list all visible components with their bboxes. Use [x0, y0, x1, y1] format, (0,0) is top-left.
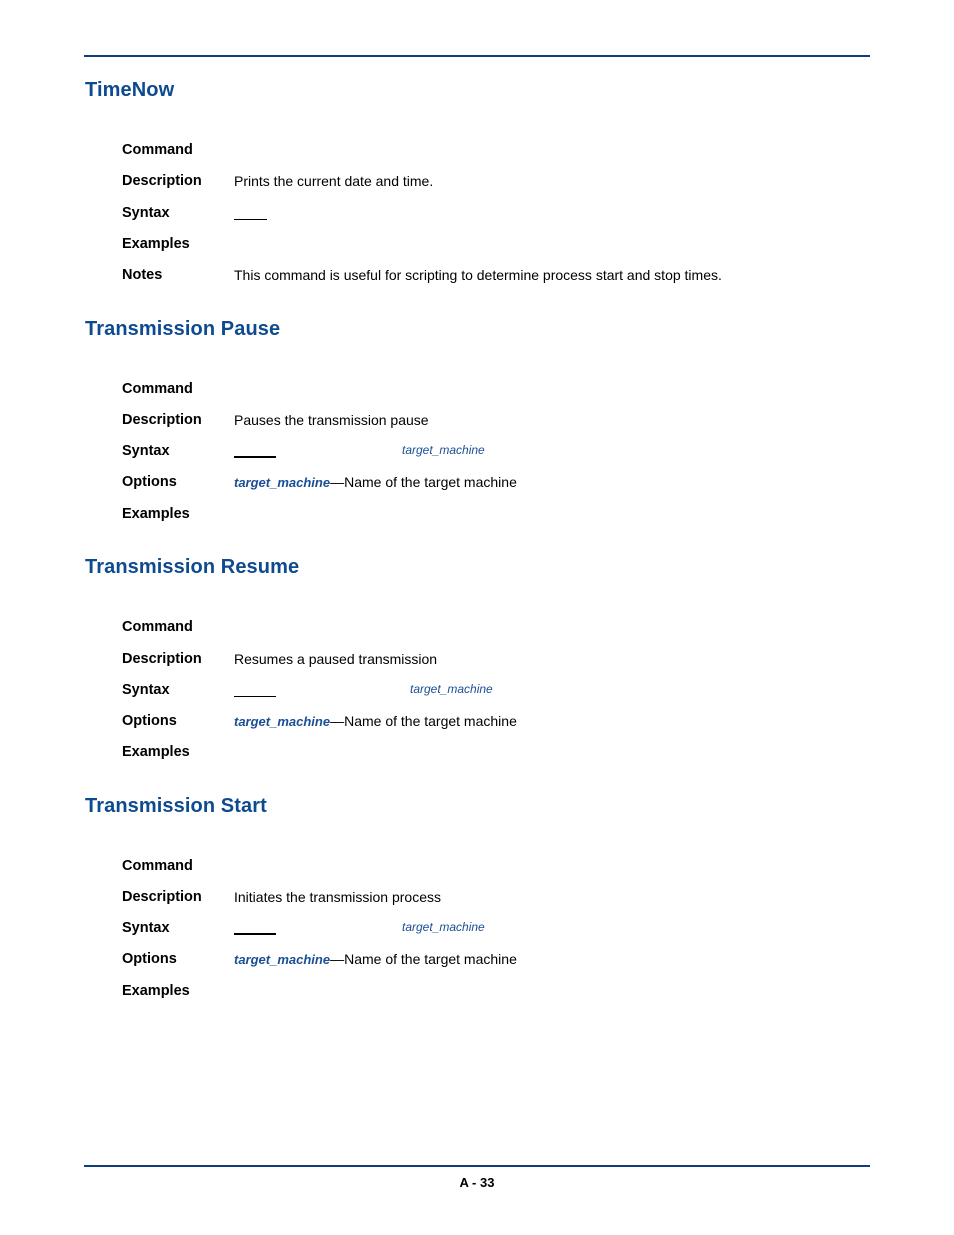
options-row — [0, 951, 954, 971]
command-row — [0, 381, 954, 401]
header-rule — [84, 55, 870, 57]
examples-label: Examples — [122, 236, 190, 252]
option-desc: —Name of the target machine — [330, 474, 517, 490]
syntax-row — [0, 682, 954, 702]
option-name: target_machine — [234, 952, 331, 967]
syntax-label: Syntax — [122, 443, 170, 459]
options-label: Options — [122, 951, 177, 967]
syntax-label: Syntax — [122, 920, 170, 936]
description-label: Description — [122, 651, 202, 667]
section-title: Transmission Start — [85, 795, 267, 817]
option-entry — [234, 951, 517, 967]
examples-label: Examples — [122, 983, 190, 999]
section-title: TimeNow — [85, 79, 175, 101]
description-row — [0, 651, 954, 671]
description-label: Description — [122, 889, 202, 905]
option-entry — [234, 713, 517, 729]
syntax-param: target_machine — [410, 682, 493, 696]
description-row — [0, 173, 954, 193]
examples-row — [0, 744, 954, 764]
syntax-blank — [234, 696, 276, 697]
syntax-label: Syntax — [122, 205, 170, 221]
syntax-row — [0, 205, 954, 225]
notes-row — [0, 267, 954, 287]
examples-label: Examples — [122, 506, 190, 522]
notes-label: Notes — [122, 267, 163, 283]
description-text: Pauses the transmission pause — [234, 412, 429, 428]
option-entry — [234, 474, 517, 490]
description-label: Description — [122, 173, 202, 189]
notes-text: This command is useful for scripting to determine process start and stop times. — [234, 267, 722, 283]
description-row — [0, 412, 954, 432]
examples-row — [0, 506, 954, 526]
examples-row — [0, 983, 954, 1003]
syntax-param: target_machine — [402, 920, 485, 934]
syntax-label: Syntax — [122, 682, 170, 698]
command-label: Command — [122, 619, 193, 635]
option-name: target_machine — [234, 475, 331, 490]
description-text: Initiates the transmission process — [234, 889, 441, 905]
option-name: target_machine — [234, 714, 331, 729]
description-text: Prints the current date and time. — [234, 173, 434, 189]
description-label: Description — [122, 412, 202, 428]
command-label: Command — [122, 381, 193, 397]
description-row — [0, 889, 954, 909]
syntax-blank — [234, 933, 276, 935]
section-title: Transmission Resume — [85, 556, 300, 578]
syntax-row — [0, 443, 954, 463]
command-row — [0, 142, 954, 162]
command-row — [0, 858, 954, 878]
syntax-blank — [234, 456, 276, 458]
section-title: Transmission Pause — [85, 318, 281, 340]
options-row — [0, 713, 954, 733]
syntax-blank — [234, 219, 267, 220]
examples-row — [0, 236, 954, 256]
footer-rule — [84, 1165, 870, 1167]
options-label: Options — [122, 474, 177, 490]
examples-label: Examples — [122, 744, 190, 760]
options-row — [0, 474, 954, 494]
command-row — [0, 619, 954, 639]
options-label: Options — [122, 713, 177, 729]
description-text: Resumes a paused transmission — [234, 651, 438, 667]
option-desc: —Name of the target machine — [330, 713, 517, 729]
page-number: A - 33 — [459, 1175, 495, 1190]
command-label: Command — [122, 142, 193, 158]
syntax-param: target_machine — [402, 443, 485, 457]
command-label: Command — [122, 858, 193, 874]
syntax-row — [0, 920, 954, 940]
option-desc: —Name of the target machine — [330, 951, 517, 967]
